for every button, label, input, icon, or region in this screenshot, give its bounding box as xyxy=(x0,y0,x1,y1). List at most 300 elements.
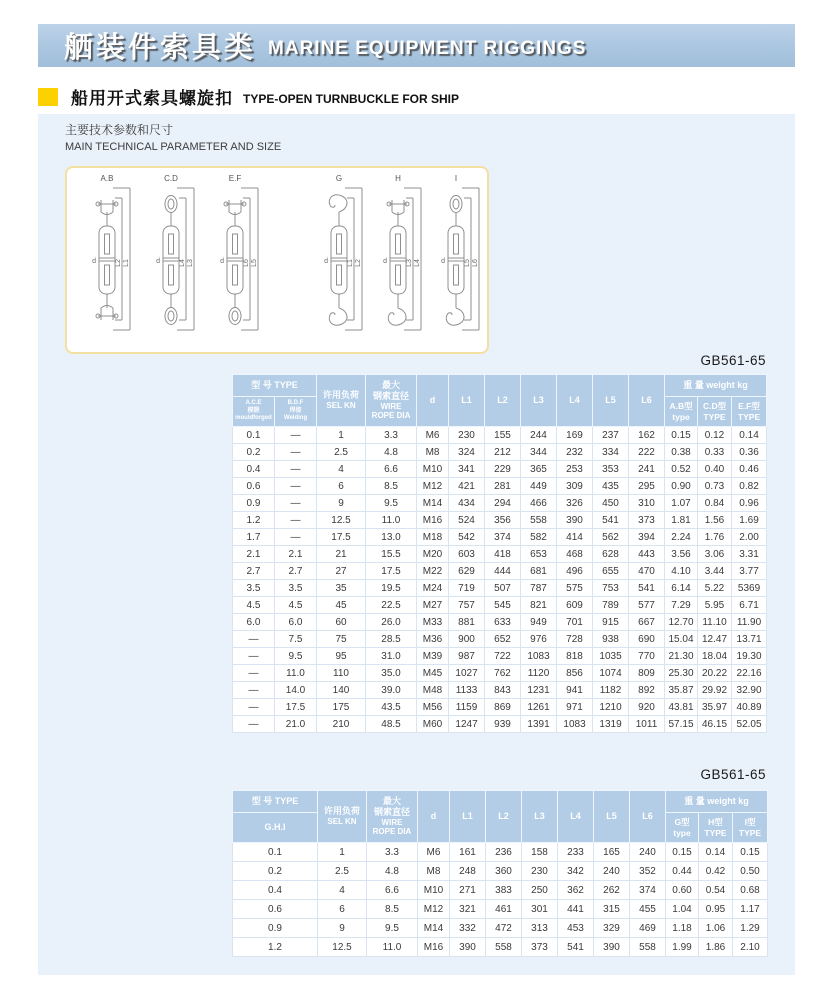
col-subheader-h-type: H型 TYPE xyxy=(699,813,733,843)
col-subheader-ab-type: A.B型 type xyxy=(665,397,698,427)
table-cell: 1.06 xyxy=(699,919,733,938)
table-cell: 8.5 xyxy=(366,478,417,495)
svg-text:L3: L3 xyxy=(406,259,413,267)
table-cell: 15.04 xyxy=(665,631,698,648)
table-cell: 309 xyxy=(557,478,593,495)
table-cell: 52.05 xyxy=(732,716,767,733)
table-cell: 987 xyxy=(449,648,485,665)
svg-text:L1: L1 xyxy=(123,259,130,267)
table-cell: M18 xyxy=(417,529,449,546)
svg-text:L3: L3 xyxy=(187,259,194,267)
table-cell: 1.99 xyxy=(666,938,699,957)
table-cell: 334 xyxy=(593,444,629,461)
table-cell: 558 xyxy=(630,938,666,957)
table-cell: 75 xyxy=(317,631,366,648)
col-header-l6: L6 xyxy=(629,375,665,427)
page-title-zh: 舾装件索具类 xyxy=(64,32,257,64)
table-cell: 236 xyxy=(486,843,522,862)
table-cell: 633 xyxy=(485,614,521,631)
table-row xyxy=(233,843,768,862)
table-cell: 0.68 xyxy=(733,881,768,900)
table-cell: 212 xyxy=(485,444,521,461)
table-cell: 719 xyxy=(449,580,485,597)
table-cell: 390 xyxy=(450,938,486,957)
table-cell: 232 xyxy=(557,444,593,461)
turnbuckle-figure-I xyxy=(441,174,479,330)
table-row xyxy=(233,529,767,546)
table-cell: 248 xyxy=(450,862,486,881)
table-cell: — xyxy=(233,631,275,648)
turnbuckle-figure-G xyxy=(324,174,362,330)
col-header-sel: 许用负荷 SEL KN xyxy=(317,375,366,427)
table-cell: 26.0 xyxy=(366,614,417,631)
table-cell: 2.10 xyxy=(733,938,768,957)
table-cell: 7.29 xyxy=(665,597,698,614)
table-cell: 468 xyxy=(557,546,593,563)
table-cell: 40.89 xyxy=(732,699,767,716)
table-cell: 5.95 xyxy=(698,597,732,614)
table-row xyxy=(233,631,767,648)
table-body xyxy=(233,843,768,957)
table-cell: 6.6 xyxy=(366,461,417,478)
table-row xyxy=(233,938,768,957)
turnbuckle-figure-E.F xyxy=(220,174,258,330)
table-cell: 562 xyxy=(593,529,629,546)
table-cell: 1083 xyxy=(521,648,557,665)
col-subheader-bdf: B.D.F 焊接 Welding xyxy=(275,397,317,427)
table-cell: 11.0 xyxy=(366,512,417,529)
table-cell: 229 xyxy=(485,461,521,478)
table-cell: — xyxy=(275,529,317,546)
table-cell: 383 xyxy=(486,881,522,900)
table-cell: 57.15 xyxy=(665,716,698,733)
table-cell: 9.5 xyxy=(367,919,418,938)
table-row xyxy=(233,648,767,665)
table-cell: 1 xyxy=(317,427,366,444)
table-cell: — xyxy=(275,461,317,478)
table-cell: M56 xyxy=(417,699,449,716)
table-cell: 2.5 xyxy=(317,444,366,461)
table-cell: 2.1 xyxy=(275,546,317,563)
table-cell: 3.06 xyxy=(698,546,732,563)
table-cell: 469 xyxy=(630,919,666,938)
table-cell: 414 xyxy=(557,529,593,546)
table-cell: 629 xyxy=(449,563,485,580)
table-cell: 27 xyxy=(317,563,366,580)
table-cell: 341 xyxy=(449,461,485,478)
table-cell: 609 xyxy=(557,597,593,614)
table-cell: 1210 xyxy=(593,699,629,716)
table-cell: — xyxy=(233,716,275,733)
table-cell: 0.2 xyxy=(233,862,318,881)
table-cell: 237 xyxy=(593,427,629,444)
table-cell: 373 xyxy=(629,512,665,529)
table-cell: 43.5 xyxy=(366,699,417,716)
table-cell: — xyxy=(233,665,275,682)
table-cell: 2.1 xyxy=(233,546,275,563)
table-cell: 3.3 xyxy=(367,843,418,862)
table-cell: 324 xyxy=(449,444,485,461)
table-cell: 915 xyxy=(593,614,629,631)
diagram-box xyxy=(65,166,489,354)
table-cell: 0.90 xyxy=(665,478,698,495)
svg-text:L5: L5 xyxy=(251,259,258,267)
table-cell: 374 xyxy=(485,529,521,546)
table-cell: 110 xyxy=(317,665,366,682)
col-header-weight: 重 量 weight kg xyxy=(665,375,767,397)
col-header-wire: 最大 钢索直径 WIRE ROPE DIA xyxy=(366,375,417,427)
table-cell: 4.8 xyxy=(367,862,418,881)
table-cell: 0.6 xyxy=(233,900,318,919)
table-cell: 0.84 xyxy=(698,495,732,512)
table-cell: 0.38 xyxy=(665,444,698,461)
table-cell: 140 xyxy=(317,682,366,699)
table-cell: 240 xyxy=(594,862,630,881)
table-cell: 6.14 xyxy=(665,580,698,597)
table-cell: 0.9 xyxy=(233,495,275,512)
col-header-type: 型 号 TYPE xyxy=(233,791,318,813)
table-cell: 332 xyxy=(450,919,486,938)
table-cell: M8 xyxy=(418,862,450,881)
table-cell: 45 xyxy=(317,597,366,614)
table-row xyxy=(233,699,767,716)
table-cell: 0.4 xyxy=(233,881,318,900)
table-cell: — xyxy=(275,444,317,461)
table-cell: 2.00 xyxy=(732,529,767,546)
table-cell: 210 xyxy=(317,716,366,733)
table-cell: 31.0 xyxy=(366,648,417,665)
table-cell: 789 xyxy=(593,597,629,614)
table-cell: 169 xyxy=(557,427,593,444)
table-row xyxy=(233,461,767,478)
col-header-weight: 重 量 weight kg xyxy=(666,791,768,813)
svg-text:A.B: A.B xyxy=(100,174,114,183)
table-cell: 1182 xyxy=(593,682,629,699)
table-cell: 545 xyxy=(485,597,521,614)
col-header-wire: 最大 钢索直径 WIRE ROPE DIA xyxy=(367,791,418,843)
table-cell: 15.5 xyxy=(366,546,417,563)
table-cell: 95 xyxy=(317,648,366,665)
table-cell: 6 xyxy=(318,900,367,919)
table-row xyxy=(233,665,767,682)
table-cell: 344 xyxy=(521,444,557,461)
table-cell: 230 xyxy=(522,862,558,881)
table-row xyxy=(233,512,767,529)
table-cell: 450 xyxy=(593,495,629,512)
table-cell: 1.18 xyxy=(666,919,699,938)
turnbuckle-diagram xyxy=(67,168,487,352)
table-cell: 29.92 xyxy=(698,682,732,699)
table-cell: 60 xyxy=(317,614,366,631)
section-header xyxy=(38,84,459,109)
table-cell: 541 xyxy=(629,580,665,597)
table-cell: 373 xyxy=(522,938,558,957)
table-cell: M6 xyxy=(418,843,450,862)
table-row xyxy=(233,427,767,444)
table-cell: 155 xyxy=(485,427,521,444)
table-cell: 582 xyxy=(521,529,557,546)
standard-label-1: GB561-65 xyxy=(700,353,766,368)
table-cell: M12 xyxy=(418,900,450,919)
table-cell: 0.40 xyxy=(698,461,732,478)
col-header-d: d xyxy=(417,375,449,427)
col-header-sel: 许用负荷 SEL KN xyxy=(318,791,367,843)
table-cell: 971 xyxy=(557,699,593,716)
table-cell: 628 xyxy=(593,546,629,563)
table-cell: 441 xyxy=(558,900,594,919)
table-cell: 1.81 xyxy=(665,512,698,529)
table-cell: 250 xyxy=(522,881,558,900)
table-cell: 241 xyxy=(629,461,665,478)
table-cell: 939 xyxy=(485,716,521,733)
table-cell: — xyxy=(233,699,275,716)
table-cell: 253 xyxy=(557,461,593,478)
table-cell: 0.82 xyxy=(732,478,767,495)
table-cell: 1.17 xyxy=(733,900,768,919)
table-row xyxy=(233,900,768,919)
table-cell: 453 xyxy=(558,919,594,938)
table-cell: 653 xyxy=(521,546,557,563)
table-cell: 843 xyxy=(485,682,521,699)
table-cell: 158 xyxy=(522,843,558,862)
col-header-l3: L3 xyxy=(521,375,557,427)
table-cell: 0.46 xyxy=(732,461,767,478)
table-cell: M27 xyxy=(417,597,449,614)
table-cell: 6.0 xyxy=(275,614,317,631)
table-cell: 295 xyxy=(629,478,665,495)
table-cell: 558 xyxy=(521,512,557,529)
table-cell: 496 xyxy=(557,563,593,580)
table-header xyxy=(233,791,768,843)
table-cell: 17.5 xyxy=(366,563,417,580)
table-cell: 3.77 xyxy=(732,563,767,580)
table-cell: 360 xyxy=(486,862,522,881)
table-cell: 0.96 xyxy=(732,495,767,512)
table-cell: 12.5 xyxy=(317,512,366,529)
table-cell: M20 xyxy=(417,546,449,563)
table-cell: 35.97 xyxy=(698,699,732,716)
table-cell: 2.7 xyxy=(233,563,275,580)
table-cell: 46.15 xyxy=(698,716,732,733)
table-cell: 1083 xyxy=(557,716,593,733)
table-cell: 244 xyxy=(521,427,557,444)
table-cell: 655 xyxy=(593,563,629,580)
table-row xyxy=(233,862,768,881)
standard-label-2: GB561-65 xyxy=(700,767,766,782)
table-cell: 558 xyxy=(486,938,522,957)
table-cell: 900 xyxy=(449,631,485,648)
table-cell: 374 xyxy=(630,881,666,900)
table-cell: 0.14 xyxy=(732,427,767,444)
table-cell: 8.5 xyxy=(367,900,418,919)
table-cell: 4.5 xyxy=(275,597,317,614)
table-cell: — xyxy=(233,682,275,699)
table-cell: 652 xyxy=(485,631,521,648)
table-cell: 321 xyxy=(450,900,486,919)
table-cell: 762 xyxy=(485,665,521,682)
table-cell: 821 xyxy=(521,597,557,614)
svg-text:L5: L5 xyxy=(464,259,471,267)
table-cell: 575 xyxy=(557,580,593,597)
table-cell: 701 xyxy=(557,614,593,631)
table-cell: 21.0 xyxy=(275,716,317,733)
col-subheader-i-type: I型 TYPE xyxy=(733,813,768,843)
intro-text xyxy=(65,123,281,154)
table-cell: 22.5 xyxy=(366,597,417,614)
table-cell: 421 xyxy=(449,478,485,495)
table-cell: 390 xyxy=(557,512,593,529)
table-cell: 43.81 xyxy=(665,699,698,716)
table-cell: M8 xyxy=(417,444,449,461)
table-cell: 0.2 xyxy=(233,444,275,461)
table-cell: 434 xyxy=(449,495,485,512)
table-cell: 881 xyxy=(449,614,485,631)
table-cell: M10 xyxy=(418,881,450,900)
table-row xyxy=(233,563,767,580)
table-cell: 35 xyxy=(317,580,366,597)
table-cell: 976 xyxy=(521,631,557,648)
section-bullet-icon xyxy=(38,88,58,106)
table-cell: 1011 xyxy=(629,716,665,733)
table-cell: 577 xyxy=(629,597,665,614)
table-cell: M14 xyxy=(417,495,449,512)
table-cell: 294 xyxy=(485,495,521,512)
table-cell: 690 xyxy=(629,631,665,648)
table-cell: 0.15 xyxy=(666,843,699,862)
table-cell: 0.33 xyxy=(698,444,732,461)
table-cell: 667 xyxy=(629,614,665,631)
content-panel xyxy=(38,114,795,975)
table-cell: 470 xyxy=(629,563,665,580)
table-cell: 48.5 xyxy=(366,716,417,733)
table-cell: 3.31 xyxy=(732,546,767,563)
table-cell: 0.60 xyxy=(666,881,699,900)
table-cell: 5.22 xyxy=(698,580,732,597)
table-cell: 1.07 xyxy=(665,495,698,512)
table-cell: 19.5 xyxy=(366,580,417,597)
table-cell: 542 xyxy=(449,529,485,546)
table-cell: 165 xyxy=(594,843,630,862)
table-cell: 1159 xyxy=(449,699,485,716)
table-cell: 32.90 xyxy=(732,682,767,699)
table-cell: 9.5 xyxy=(275,648,317,665)
col-header-type: 型 号 TYPE xyxy=(233,375,317,397)
table-cell: — xyxy=(275,427,317,444)
table-cell: 352 xyxy=(630,862,666,881)
table-cell: 4.10 xyxy=(665,563,698,580)
table-row xyxy=(233,580,767,597)
table-cell: 1.29 xyxy=(733,919,768,938)
table-cell: 541 xyxy=(593,512,629,529)
turnbuckle-figure-A.B xyxy=(92,174,130,330)
table-cell: 0.9 xyxy=(233,919,318,938)
table-cell: 14.0 xyxy=(275,682,317,699)
table-cell: 9 xyxy=(317,495,366,512)
table-cell: 240 xyxy=(630,843,666,862)
table-cell: M10 xyxy=(417,461,449,478)
col-header-l1: L1 xyxy=(449,375,485,427)
table-cell: 1133 xyxy=(449,682,485,699)
col-header-l1: L1 xyxy=(450,791,486,843)
table-cell: 262 xyxy=(594,881,630,900)
table-cell: 2.24 xyxy=(665,529,698,546)
col-subheader-cd-type: C.D型 TYPE xyxy=(698,397,732,427)
table-cell: 1231 xyxy=(521,682,557,699)
svg-text:L2: L2 xyxy=(355,259,362,267)
intro-line-zh: 主要技术参数和尺寸 xyxy=(65,123,174,137)
table-cell: 444 xyxy=(485,563,521,580)
table-body xyxy=(233,427,767,733)
svg-text:d: d xyxy=(92,258,96,265)
col-header-l3: L3 xyxy=(522,791,558,843)
svg-text:d: d xyxy=(156,258,160,265)
table-cell: 4 xyxy=(317,461,366,478)
table-row xyxy=(233,881,768,900)
table-cell: 230 xyxy=(449,427,485,444)
table-cell: 6.71 xyxy=(732,597,767,614)
table-cell: 0.15 xyxy=(733,843,768,862)
table-cell: 161 xyxy=(450,843,486,862)
page-header-band xyxy=(38,24,795,67)
svg-text:L1: L1 xyxy=(347,259,354,267)
table-cell: 12.5 xyxy=(318,938,367,957)
table-cell: 222 xyxy=(629,444,665,461)
table-cell: 35.0 xyxy=(366,665,417,682)
table-cell: 9.5 xyxy=(366,495,417,512)
table-row xyxy=(233,597,767,614)
table-cell: M60 xyxy=(417,716,449,733)
svg-text:L6: L6 xyxy=(472,259,479,267)
table-cell: 461 xyxy=(486,900,522,919)
table-cell: 1261 xyxy=(521,699,557,716)
table-cell: 1.2 xyxy=(233,938,318,957)
table-cell: 353 xyxy=(593,461,629,478)
table-cell: 1.76 xyxy=(698,529,732,546)
table-cell: M39 xyxy=(417,648,449,665)
table-cell: 342 xyxy=(558,862,594,881)
table-cell: 21.30 xyxy=(665,648,698,665)
table-cell: 0.44 xyxy=(666,862,699,881)
table-cell: 19.30 xyxy=(732,648,767,665)
col-subheader-ghi: G.H.I xyxy=(233,813,318,843)
table-cell: 869 xyxy=(485,699,521,716)
svg-text:L2: L2 xyxy=(115,259,122,267)
table-cell: 524 xyxy=(449,512,485,529)
table-cell: 301 xyxy=(522,900,558,919)
table-cell: 1.04 xyxy=(666,900,699,919)
table-row xyxy=(233,682,767,699)
table-row xyxy=(233,495,767,512)
table-cell: 9 xyxy=(318,919,367,938)
table-cell: 3.5 xyxy=(233,580,275,597)
table-cell: 722 xyxy=(485,648,521,665)
table-cell: 175 xyxy=(317,699,366,716)
table-cell: 0.12 xyxy=(698,427,732,444)
table-header xyxy=(233,375,767,427)
table-cell: 920 xyxy=(629,699,665,716)
table-cell: 418 xyxy=(485,546,521,563)
table-cell: 11.10 xyxy=(698,614,732,631)
table-cell: 0.73 xyxy=(698,478,732,495)
table-cell: — xyxy=(275,512,317,529)
col-header-l4: L4 xyxy=(557,375,593,427)
table-cell: 507 xyxy=(485,580,521,597)
table-cell: M6 xyxy=(417,427,449,444)
table-cell: 12.70 xyxy=(665,614,698,631)
table-cell: 1035 xyxy=(593,648,629,665)
table-cell: 21 xyxy=(317,546,366,563)
table-cell: 466 xyxy=(521,495,557,512)
